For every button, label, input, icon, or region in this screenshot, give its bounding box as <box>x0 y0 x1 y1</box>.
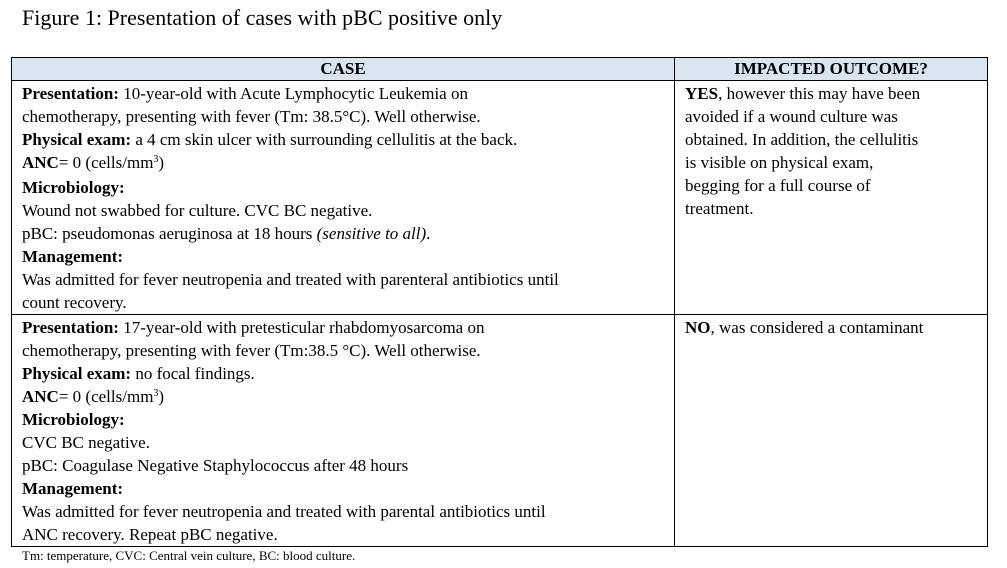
management-text-cont: ANC recovery. Repeat pBC negative. <box>22 525 278 544</box>
outcome-text-cont: avoided if a wound culture was <box>685 107 898 126</box>
outcome-line <box>685 82 979 105</box>
management-label-line <box>22 245 666 268</box>
outcome-verdict: YES <box>685 84 719 103</box>
anc-superscript: 3 <box>153 154 159 165</box>
presentation-line <box>22 82 666 105</box>
presentation-label: Presentation: <box>22 84 119 103</box>
management-label: Management: <box>22 479 124 498</box>
management-text: Was admitted for fever neutropenia and treated with parenteral antibiotics until <box>22 270 559 289</box>
management-label: Management: <box>22 247 124 266</box>
presentation-text: 10-year-old with Acute Lymphocytic Leukemia on <box>118 84 468 103</box>
anc-superscript: 3 <box>153 388 159 399</box>
outcome-text-cont: treatment. <box>685 199 754 218</box>
presentation-label: Presentation: <box>22 318 119 337</box>
microbiology-label-line <box>22 176 666 199</box>
cases-table <box>11 57 988 547</box>
microbiology-label: Microbiology: <box>22 410 125 429</box>
physical-exam-line <box>22 128 666 151</box>
header-impacted-outcome: IMPACTED OUTCOME? <box>675 58 988 81</box>
anc-label: ANC <box>22 387 59 406</box>
anc-close: ) <box>158 153 165 172</box>
anc-label: ANC <box>22 153 59 172</box>
outcome-verdict: NO <box>685 318 711 337</box>
presentation-text: 17-year-old with pretesticular rhabdomyosarcoma on <box>118 318 485 337</box>
microbiology-text: Wound not swabbed for culture. CVC BC negative. <box>22 201 373 220</box>
microbiology-label-line <box>22 408 666 431</box>
outcome-line <box>685 316 979 339</box>
microbiology-result: pBC: Coagulase Negative Staphylococcus after 48 hours <box>22 456 409 475</box>
anc-value: = 0 (cells/mm <box>58 153 154 172</box>
physical-exam-line <box>22 362 666 385</box>
table-row <box>12 81 988 315</box>
microbiology-result-end: . <box>426 224 431 243</box>
outcome-text: , however this may have been <box>718 84 921 103</box>
anc-line <box>22 151 666 174</box>
microbiology-text: CVC BC negative. <box>22 433 150 452</box>
table-footnote: Tm: temperature, CVC: Central vein culture, BC: blood culture. <box>22 548 356 563</box>
outcome-text-cont: begging for a full course of <box>685 176 871 195</box>
presentation-line <box>22 316 666 339</box>
case-cell <box>12 315 675 547</box>
management-text-cont: count recovery. <box>22 293 127 312</box>
presentation-text-cont: chemotherapy, presenting with fever (Tm:38.5 °C). Well otherwise. <box>22 341 481 360</box>
presentation-text-cont: chemotherapy, presenting with fever (Tm: 38.5°C). Well otherwise. <box>22 107 481 126</box>
physical-exam-label: Physical exam: <box>22 364 132 383</box>
anc-value: = 0 (cells/mm <box>58 387 154 406</box>
microbiology-result-line <box>22 222 666 245</box>
physical-exam-label: Physical exam: <box>22 130 132 149</box>
physical-exam-text: a 4 cm skin ulcer with surrounding cellulitis at the back. <box>131 130 518 149</box>
anc-close: ) <box>158 387 165 406</box>
outcome-text: , was considered a contaminant <box>710 318 924 337</box>
outcome-cell <box>675 81 988 315</box>
microbiology-result: pBC: pseudomonas aeruginosa at 18 hours <box>22 224 317 243</box>
outcome-cell <box>675 315 988 547</box>
outcome-text-cont: obtained. In addition, the cellulitis <box>685 130 919 149</box>
figure-title: Figure 1: Presentation of cases with pBC positive only <box>22 5 503 30</box>
microbiology-label: Microbiology: <box>22 178 125 197</box>
physical-exam-text: no focal findings. <box>131 364 255 383</box>
table-row <box>12 315 988 547</box>
management-label-line <box>22 477 666 500</box>
case-cell <box>12 81 675 315</box>
table-header-row <box>12 58 988 81</box>
anc-line <box>22 385 666 408</box>
management-text: Was admitted for fever neutropenia and treated with parental antibiotics until <box>22 502 546 521</box>
outcome-text-cont: is visible on physical exam, <box>685 153 874 172</box>
header-case: CASE <box>12 58 675 81</box>
sensitivity-note: (sensitive to all) <box>316 224 427 243</box>
